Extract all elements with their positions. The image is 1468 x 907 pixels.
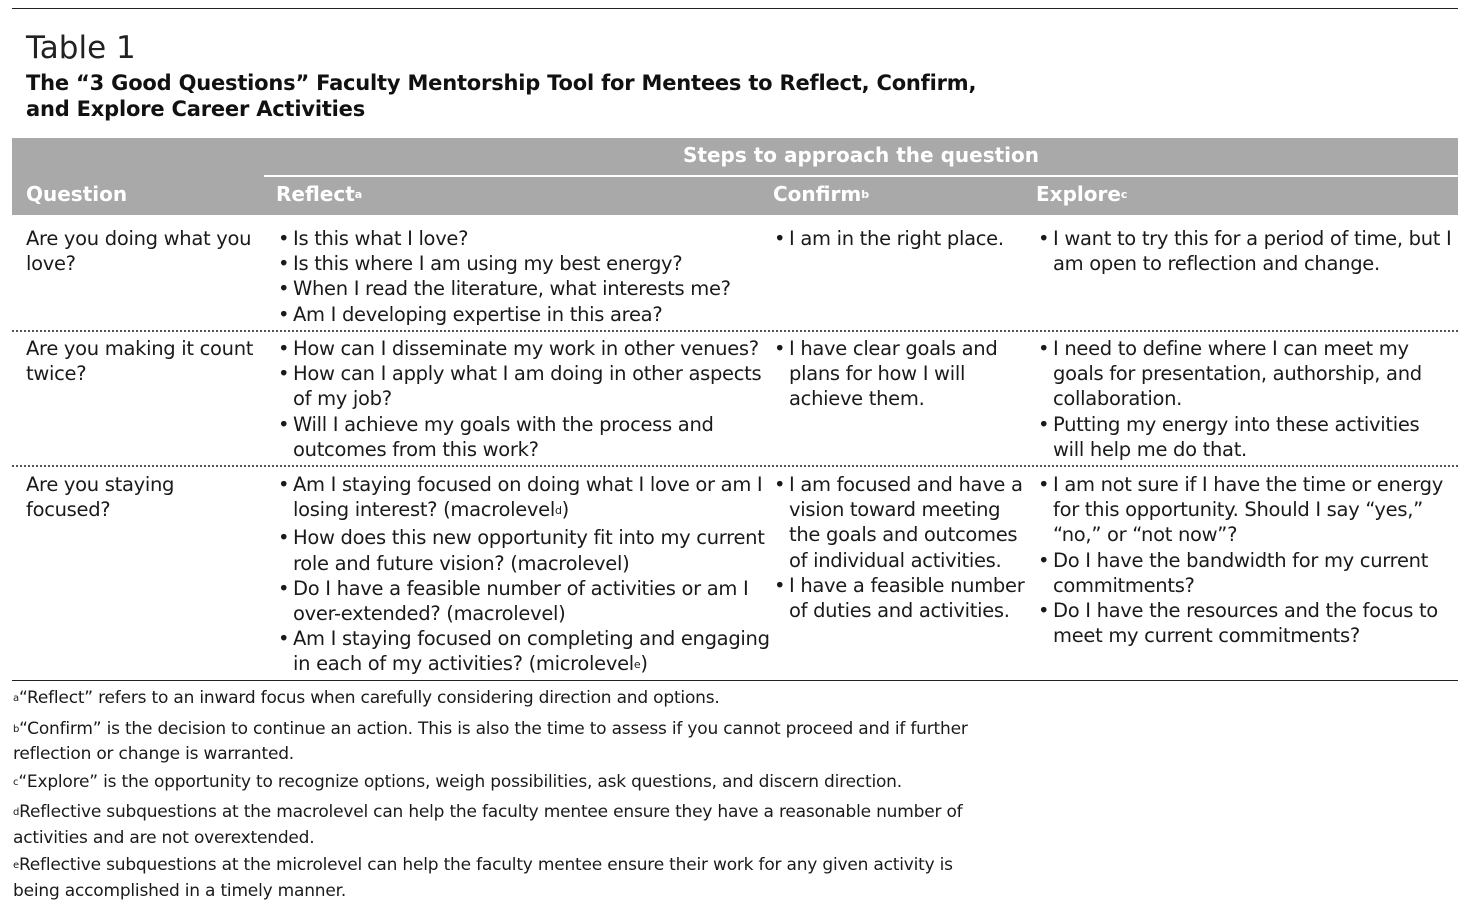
footnote-mark: d bbox=[13, 807, 20, 818]
reflect-header-label: Reflect bbox=[276, 182, 355, 206]
row-1-confirm-list bbox=[773, 226, 1028, 251]
footnote-text: “Explore” is the opportunity to recognize options, weigh possibilities, ask questions, and discern direction. bbox=[18, 771, 902, 792]
list-item: • Do I have the resources and the focus to meet my current commitments? bbox=[1037, 598, 1455, 648]
list-item: • I am not sure if I have the time or energy for this opportunity. Should I say “yes,” “no,” or “not now”? bbox=[1037, 472, 1455, 548]
footnote-mark: e bbox=[633, 658, 641, 672]
footnote-text: Reflective subquestions at the macrolevel can help the faculty mentee ensure they have a reasonable number of activities and are not overextended. bbox=[13, 802, 963, 848]
steps-header: Steps to approach the question bbox=[682, 143, 1039, 167]
row-3-explore-list bbox=[1037, 472, 1455, 648]
footnote-text: “Reflect” refers to an inward focus when carefully considering direction and options. bbox=[18, 688, 720, 708]
row-2-confirm-list bbox=[773, 336, 1013, 412]
row-1-question: Are you doing what you love? bbox=[26, 227, 252, 276]
list-item: • I am focused and have a vision toward meeting the goals and outcomes of individual activities. bbox=[773, 472, 1035, 573]
bottom-rule bbox=[12, 680, 1458, 681]
steps-divider bbox=[264, 175, 1458, 177]
row-3-confirm-list bbox=[773, 472, 1035, 623]
list-item: • I want to try this for a period of time, but I am open to reflection and change. bbox=[1037, 226, 1452, 276]
table-title: The “3 Good Questions” Faculty Mentorship Tool for Mentees to Reflect, Confirm, and Explore Career Activities bbox=[26, 71, 977, 121]
list-item: • How can I disseminate my work in other venues? bbox=[277, 336, 767, 361]
list-item: • How can I apply what I am doing in other aspects of my job? bbox=[277, 361, 767, 411]
row-2-question: Are you making it count twice? bbox=[26, 337, 254, 386]
question-column-header bbox=[26, 180, 127, 208]
row-divider bbox=[12, 330, 1458, 332]
list-item: • I have clear goals and plans for how I will achieve them. bbox=[773, 336, 1013, 412]
footnote bbox=[13, 854, 973, 902]
footnote bbox=[13, 687, 973, 713]
row-divider bbox=[12, 465, 1458, 467]
row-2-explore-list bbox=[1037, 336, 1442, 462]
footnote-mark: b bbox=[13, 723, 20, 735]
footnote-mark: e bbox=[13, 860, 19, 871]
confirm-header-label: Confirm bbox=[773, 182, 862, 206]
list-item: • I need to define where I can meet my goals for presentation, authorship, and collaboration. bbox=[1037, 336, 1442, 412]
list-item: • Is this where I am using my best energy? bbox=[277, 251, 767, 276]
list-item: • Do I have a feasible number of activities or am I over-extended? (macrolevel) bbox=[277, 576, 772, 626]
footnote-mark: d bbox=[554, 504, 562, 518]
confirm-column-header bbox=[773, 180, 869, 212]
footnote bbox=[13, 718, 973, 766]
row-3-reflect-list bbox=[277, 472, 772, 680]
reflect-footnote-mark: a bbox=[354, 188, 363, 201]
list-item: • Putting my energy into these activities will help me do that. bbox=[1037, 412, 1442, 462]
reflect-column-header bbox=[276, 180, 362, 212]
explore-column-header bbox=[1036, 180, 1127, 212]
confirm-footnote-mark: b bbox=[861, 188, 870, 201]
list-item: • Do I have the bandwidth for my current commitments? bbox=[1037, 548, 1455, 598]
list-item-tail: ) bbox=[640, 652, 648, 676]
list-item: • I have a feasible number of duties and activities. bbox=[773, 573, 1035, 623]
row-2-reflect-list bbox=[277, 336, 767, 462]
list-item: • I am in the right place. bbox=[773, 226, 1028, 251]
list-item bbox=[277, 626, 772, 679]
footnotes bbox=[13, 687, 973, 907]
explore-header-label: Explore bbox=[1036, 182, 1121, 206]
list-item bbox=[277, 472, 772, 525]
list-item-text: Am I staying focused on doing what I love or am I losing interest? (macrolevel bbox=[293, 473, 763, 522]
list-item: • Am I developing expertise in this area? bbox=[277, 302, 767, 327]
table-number: Table 1 bbox=[26, 30, 136, 66]
top-rule bbox=[12, 8, 1458, 9]
question-header-label: Question bbox=[26, 182, 128, 206]
row-1-explore-list bbox=[1037, 226, 1452, 276]
list-item: • When I read the literature, what interests me? bbox=[277, 276, 767, 301]
footnote-mark: a bbox=[13, 693, 19, 704]
list-item-text: Am I staying focused on completing and engaging in each of my activities? (microlevel bbox=[293, 627, 770, 676]
footnote-text: “Confirm” is the decision to continue an action. This is also the time to assess if you cannot proceed and if further reflection or change is warranted. bbox=[13, 718, 968, 764]
footnote bbox=[13, 801, 973, 849]
list-item: • Will I achieve my goals with the process and outcomes from this work? bbox=[277, 412, 767, 462]
footnote bbox=[13, 771, 973, 797]
list-item: • How does this new opportunity fit into my current role and future vision? (macrolevel) bbox=[277, 525, 772, 575]
list-item: • Is this what I love? bbox=[277, 226, 767, 251]
footnote-text: Reflective subquestions at the microlevel can help the faculty mentee ensure their work for any given activity is being accomplished in a timely manner. bbox=[13, 855, 953, 901]
list-item-tail: ) bbox=[561, 498, 569, 522]
row-1-reflect-list bbox=[277, 226, 767, 327]
footnote-mark: c bbox=[13, 776, 19, 788]
explore-footnote-mark: c bbox=[1120, 188, 1128, 201]
row-3-question: Are you staying focused? bbox=[26, 473, 175, 522]
